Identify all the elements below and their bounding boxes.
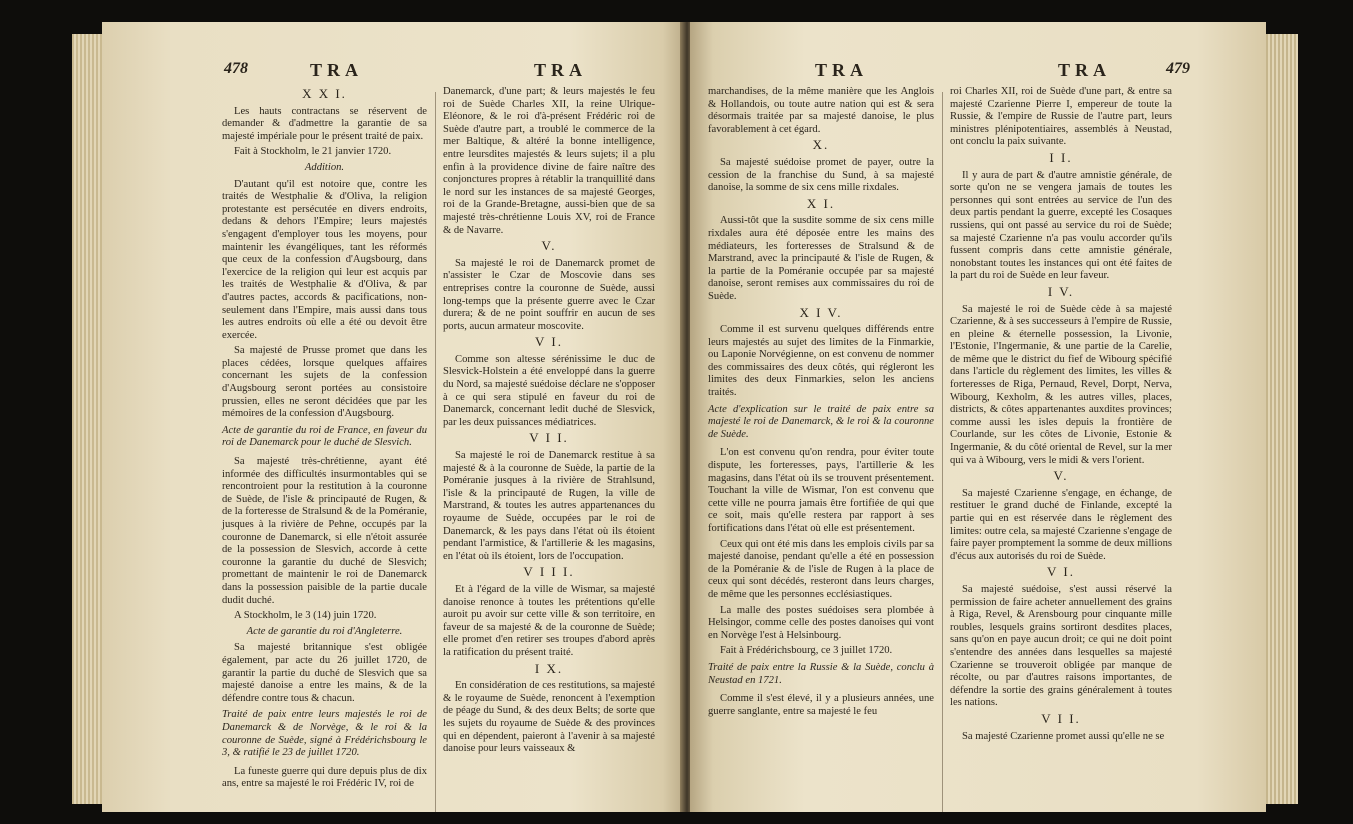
treaty-caption: Traité de paix entre leurs majestés le roi de Danemarck & de Norvège, & le roi & la couronne de Suède, signé à Frédérichsbourg le 3, & ratifié le 23 de juillet 1720. [222,709,427,759]
running-head: TRA [1058,60,1112,80]
section-subheading: Acte de garantie du roi d'Angleterre. [246,625,403,637]
page-number: 478 [224,60,248,77]
article-heading: V I. [1047,564,1075,580]
article-heading: I X. [534,660,564,676]
text-column [950,86,1172,746]
left-page-header [102,60,686,86]
article-heading: X. [812,137,830,153]
paragraph: Sa majesté de Prusse promet que dans les places cédées, lorsque quelques affaires concernant les sujets de la confession d'Augsbourg seront portées au consistoire prussien, elles ne seront décidées que par les mémoires de la confession d'Augsbourg. [222,345,427,420]
paragraph: Il y aura de part & d'autre amnistie générale, de sorte qu'on ne se vengera jamais de toutes les personnes qui sont entrées au service de l'un des deux partis pendant la guerre, excepté les Cosaques russiens, qui ont passé au service du roi de Suède; sa majesté Czarienne n'a pas voulu accorder qu'ils fussent compris dans cette amnistie générale, nonobstant toutes les instances qui ont été faites de la part du roi de Suède en leur faveur. [950,169,1172,282]
paragraph: Les hauts contractans se réservent de demander & d'admettre la garantie de sa majesté impériale pour le présent traité de paix. [222,105,427,142]
paragraph: En considération de ces restitutions, sa majesté & le royaume de Suède, renoncent à l'exemption de péage du Sund, & des deux Belts; de sorte que les sujets du royaume de Suède & des provinces qui en dépendent, paieront à l'avenir à sa majesté danoise pour leurs vaisseaux & [443,680,655,755]
paragraph: A Stockholm, le 3 (14) juin 1720. [234,610,377,622]
paragraph: Fait à Frédérichsbourg, ce 3 juillet 1720. [720,645,893,657]
paragraph: Sa majesté suédoise, s'est aussi réservé la permission de faire acheter annuellement des grains à Riga, Revel, & Arensbourg pour cinquante mille roubles, lesquels grains sortiront desdites places, sans qu'on en paye aucun droit; ce qui ne doit point s'entendre des années dans lesquelles sa majesté Czarienne se trouveroit obligée par manque de récolte, ou par d'autres raisons importantes, de défendre la sortie des grains généralement à toutes les nations. [950,583,1172,709]
paragraph: D'autant qu'il est notoire que, contre les traités de Westphalie & d'Oliva, la religion protestante est persécutée en divers endroits, dedans & dehors l'Empire; leurs majestés s'engagent d'employer tous les moyens, pour maintenir les évangéliques, tant les réformés que ceux de la confession d'Augsbourg, dans l'exercice de la religion qui leur est acquis par les traités de Westphalie & d'Oliva, & par d'autres pactes, accords & pacifications, non-seulement dans l'Empire, mais aussi dans tous les autres endroits où elle a été ou devoit être exercée. [222,178,427,341]
paragraph: Sa majesté le roi de Danemarck restitue à sa majesté & à la couronne de Suède, la partie de la Poméranie jusques à la rivière de Strahlsund, l'isle & la principauté de Rugen, la ville de Marstrand, & toutes les autres appartenances du royaume de Suède, occupées par le roi de Danemarck, & les pays dans l'état où ils étoient pendant l'armistice, & l'artillerie & les magasins, en l'état où ils étoient, lors de l'occupation. [443,450,655,562]
running-head: TRA [310,60,364,80]
paragraph: La funeste guerre qui dure depuis plus de dix ans, entre sa majesté le roi Frédéric IV, roi de [222,765,427,790]
article-heading: I I. [1049,149,1073,165]
paragraph: Et à l'égard de la ville de Wismar, sa majesté danoise renonce à toutes les prétentions qu'elle auroit pu avoir sur cette ville & son territoire, en faveur de sa majesté & de la couronne de Suède; elle promet d'en retirer ses troupes d'abord après la ratification du présent traité. [443,583,655,658]
paragraph: Sa majesté le roi de Suède cède à sa majesté Czarienne, & à ses successeurs à l'empire de Russie, en pleine & éternelle possession, la Livonie, l'Estonie, l'Ingermanie, & une partie de la Carelie, de même que le district du fief de Wibourg spécifié dans l'article du règlement des limites, les villes & forteresses de Riga, Pernaud, Revel, Dorpt, Nerva, Wibourg, Kexholm, & les autres villes, places, districts, & côtes appartenantes auxdites provinces; comme aussi les isles depuis la frontière de Courlande, sur les côtes de Livonie, Estonie & Ingermanie, & du côté oriental de Revel, sur la mer qui va à Wibourg, vers le midi & vers l'orient. [950,303,1172,466]
paragraph: roi Charles XII, roi de Suède d'une part, & entre sa majesté Czarienne Pierre I, empereur de toute la Russie, & l'empire de Russie de l'autre part, leurs ministres plénipotentiaires, assemblés à Neustad, ont conclu la paix suivante. [950,86,1172,148]
article-heading: X I. [806,195,836,211]
article-heading: V I I. [1041,710,1081,726]
article-heading: X I V. [799,304,843,320]
paragraph: Sa majesté britannique s'est obligée également, par acte du 26 juillet 1720, de garantir la partie du duché de Slesvich que sa majesté danoise a entre les mains, & de la défendre contre tous & chacun. [222,642,427,704]
paragraph: La malle des postes suédoises sera plombée à Helsingor, comme celle des postes danoises qui vont en Norvège l'est à Helsinbourg. [708,604,934,641]
left-page-edges [72,34,104,804]
column-rule [942,92,943,812]
paragraph: Fait à Stockholm, le 21 janvier 1720. [234,146,392,158]
section-subheading: Addition. [304,161,345,173]
paragraph: Comme il s'est élevé, il y a plusieurs années, une guerre sanglante, entre sa majesté le feu [708,693,934,717]
page-number: 479 [1166,60,1190,77]
running-head: TRA [815,60,869,80]
article-heading: V I I I. [523,564,575,580]
running-head: TRA [534,60,588,80]
text-column [443,86,655,759]
paragraph: L'on est convenu qu'on rendra, pour éviter toute dispute, les forteresses, pays, l'artillerie & les magasins, dans l'état où ils se trouvent présentement. Touchant la ville de Wismar, l'on est convenu que cette ville ne pourra jamais être fortifiée de qui que ce soit, mais qu'elle restera par rapport à ses fortifications dans l'état où elle est présentement. [708,447,934,534]
paragraph: Comme il est survenu quelques différends entre leurs majestés au sujet des limites de la Finmarkie, ou Laponie Norvégienne, on est convenu de nommer des commissaires des deux côtés, qui régleront les limites des deux Finmarkies, selon les anciens traités. [708,324,934,399]
paragraph: marchandises, de la même manière que les Anglois & Hollandois, ou toute autre nation qui est & sera désormais traitée par sa majesté danoise, le plus favorablement à cet égard. [708,86,934,135]
left-page [102,22,686,812]
article-heading: X X I. [302,86,347,101]
paragraph: Sa majesté Czarienne s'engage, en échange, de restituer le grand duché de Finlande, excepté la partie qui en est réservée dans le règlement des limites: outre cela, sa majesté Czarienne s'engage de faire payer promptement la somme de deux millions d'écus aux autorisés du roi de Suède. [950,487,1172,562]
article-heading: I V. [1047,283,1075,299]
paragraph: Sa majesté le roi de Danemarck promet de n'assister le Czar de Moscovie dans ses entreprises contre la couronne de Suède, aussi long-temps que la présente guerre avec le Czar durera; & de ne point souffrir en aucun de ses ports, aucun armateur moscovite. [443,257,655,332]
treaty-caption: Traité de paix entre la Russie & la Suède, conclu à Neustad en 1721. [708,661,934,686]
treaty-caption: Acte de garantie du roi de France, en faveur du roi de Danemarck pour le duché de Slesvich. [222,424,427,449]
paragraph: Comme son altesse sérénissime le duc de Slesvick-Holstein a été enveloppé dans la guerre du Nord, sa majesté suédoise déclare ne s'opposer à ce qui sera stipulé en faveur du roi de Danemarck, concernant ledit duché de Slesvick, par les deux puissances médiatrices. [443,353,655,428]
right-page [690,22,1266,812]
article-heading: V. [1053,468,1069,484]
right-page-header [690,60,1266,86]
text-column [222,86,427,794]
paragraph: Ceux qui ont été mis dans les emplois civils par sa majesté danoise, pendant qu'elle a été en possession de la Poméranie & de l'isle de Rugen à la place de ceux qui sont décédés, resteront dans leurs charges, de même que les personnes ecclésiastiques. [708,538,934,600]
article-heading: V. [541,238,557,254]
paragraph: Sa majesté très-chrétienne, ayant été informée des difficultés insurmontables qui se rencontroient pour la restitution à la couronne de Suède, de l'isle & principauté de Rugen, & de la forteresse de Stralsund & de la Poméranie, jusques à la rivière de Pehne, occupés par la couronne de Danemarck, si elle n'étoit assurée de la possession de Slesvich, accorde à cette couronne la garantie du duché de Slesvich; promettant de maintenir le roi de Danemarck dans la possession paisible de la partie ducale dudit duché. [222,456,427,606]
paragraph: Danemarck, d'une part; & leurs majestés le feu roi de Suède Charles XII, la reine Ulrique-Eléonore, & le roi d'à-présent Frédéric roi de Suède d'autre part, a troublé le commerce de la mer Baltique, & altéré la bonne intelligence, entre leursdites majestés & leurs sujets; il a plu enfin à la providence divine de faire naître des conjonctures propres à rétablir la tranquillité dans le nord sur les instances de sa majesté Georges, roi de la Grande-Bretagne, aussi-bien que de sa majesté très-chrétienne Louis XV, roi de France & de Navarre. [443,86,655,236]
article-heading: V I. [535,334,563,350]
column-rule [435,92,436,812]
article-heading: V I I. [529,430,569,446]
paragraph: Sa majesté Czarienne promet aussi qu'elle ne se [962,730,1165,742]
text-column [708,86,934,721]
treaty-caption: Acte d'explication sur le traité de paix entre sa majesté le roi de Danemarck, & le roi & la couronne de Suède. [708,403,934,440]
right-page-edges [1264,34,1298,804]
paragraph: Sa majesté suédoise promet de payer, outre la cession de la franchise du Sund, à sa majesté danoise, la somme de six cens mille rixdales. [708,156,934,194]
paragraph: Aussi-tôt que la susdite somme de six cens mille rixdales aura été déposée entre les mains des médiateurs, les forteresses de Stralsund & de Marstrand, avec la principauté & l'isle de Rugen, & la partie de la Poméranie occupée par sa majesté danoise, seront remises aux commissaires du roi de Suède. [708,215,934,302]
